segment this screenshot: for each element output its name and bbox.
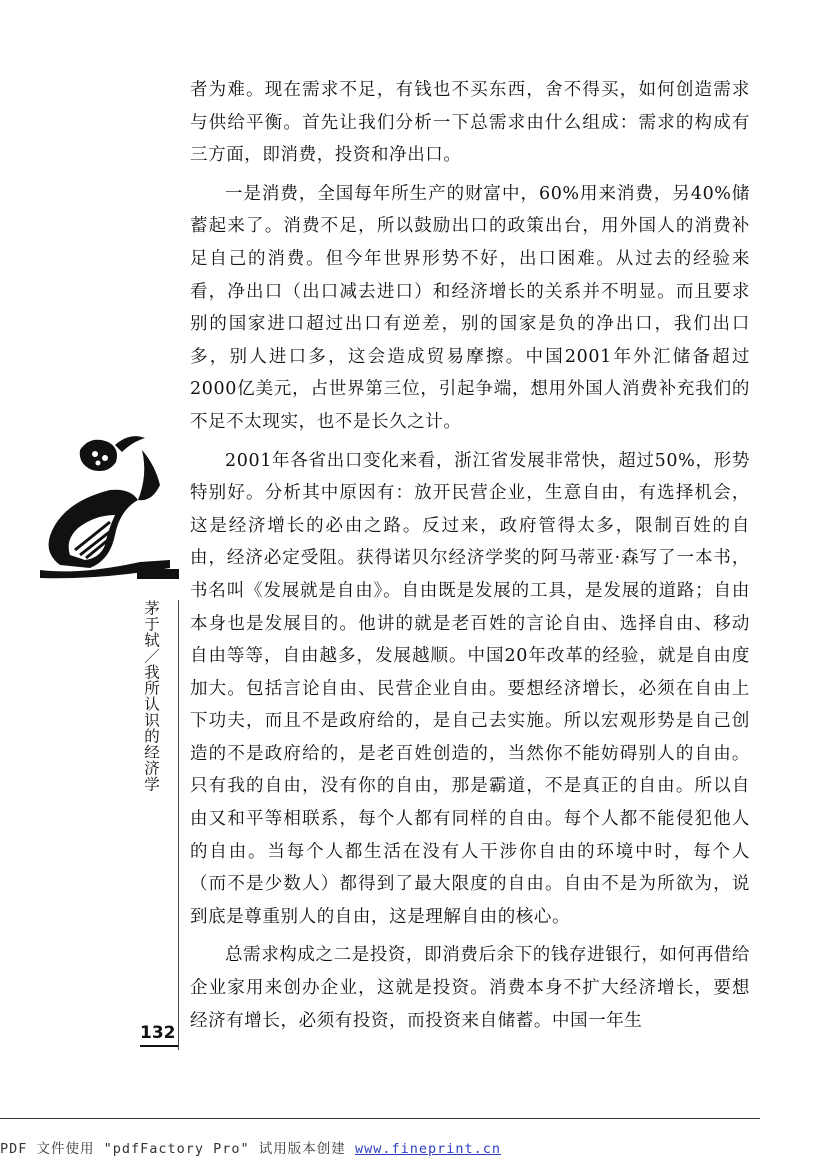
side-divider — [178, 600, 179, 1050]
side-title: 茅于轼／我所认识的经济学 — [142, 600, 160, 792]
paragraph-1: 者为难。现在需求不足，有钱也不买东西，舍不得买，如何创造需求与供给平衡。首先让我们分析一下总需求由什么组成：需求的构成有三方面，即消费，投资和净出口。 — [190, 80, 750, 166]
page-number: 132 — [140, 1023, 176, 1043]
paragraph-3: 2001年各省出口变化来看，浙江省发展非常快，超过50%，形势特别好。分析其中原因有：放开民营企业，生意自由，有选择机会，这是经济增长的必由之路。反过来，政府管得太多，限制百姓的自由，经济必定受阻。获得诺贝尔经济学奖的阿马蒂亚·森写了一本书，书名叫《发展就是自由》。自由既是发展的工具，是发展的道路；自由本身也是发展目的。他讲的就是老百姓的言论自由、选择自由、移动自由等等，自由越多，发展越顺。中国20年改革的经验，就是自由度加大。包括言论自由、民营企业自由。要想经济增长，必须在自由上下功夫，而且不是政府给的，是自己去实施。所以宏观形势是自己创造的不是政府给的，是老百姓创造的，当然你不能妨碍别人的自由。只有我的自由，没有你的自由，那是霸道，不是真正的自由。所以自由又和平等相联系，每个人都有同样的自由。每个人都不能侵犯他人的自由。当每个人都生活在没有人干涉你自由的环境中时，每个人（而不是少数人）都得到了最大限度的自由。自由不是为所欲为，说到底是尊重别人的自由，这是理解自由的核心。 — [190, 450, 750, 927]
ornament-band — [137, 569, 179, 579]
paragraph-2: 一是消费，全国每年所生产的财富中，60%用来消费，另40%储蓄起来了。消费不足，所以鼓励出口的政策出台，用外国人的消费补足自己的消费。但今年世界形势不好，出口困难。从过去的经验来看，净出口（出口减去进口）和经济增长的关系并不明显。而且要求别的国家进口超过出口有逆差，别的国家是负的净出口，我们出口多，别人进口多，这会造成贸易摩擦。中国2001年外汇储备超过2000亿美元，占世界第三位，引起争端，想用外国人消费补充我们的不足不太现实，也不是长久之计。 — [190, 183, 750, 432]
footer-link[interactable]: www.fineprint.cn — [354, 1141, 501, 1157]
footer-divider — [0, 1118, 760, 1119]
paragraph-4: 总需求构成之二是投资，即消费后余下的钱存进银行，如何再借给企业家用来创办企业，这就是投资。消费本身不扩大经济增长，要想经济有增长，必须有投资，而投资来自储蓄。中国一年生 — [190, 945, 750, 1031]
page-number-underline — [140, 1045, 178, 1047]
body-text — [190, 74, 750, 1037]
pdf-footer — [0, 1137, 501, 1157]
bird-ornament-icon — [20, 430, 180, 580]
footer-text: PDF 文件使用 "pdfFactory Pro" 试用版本创建 — [0, 1141, 355, 1157]
